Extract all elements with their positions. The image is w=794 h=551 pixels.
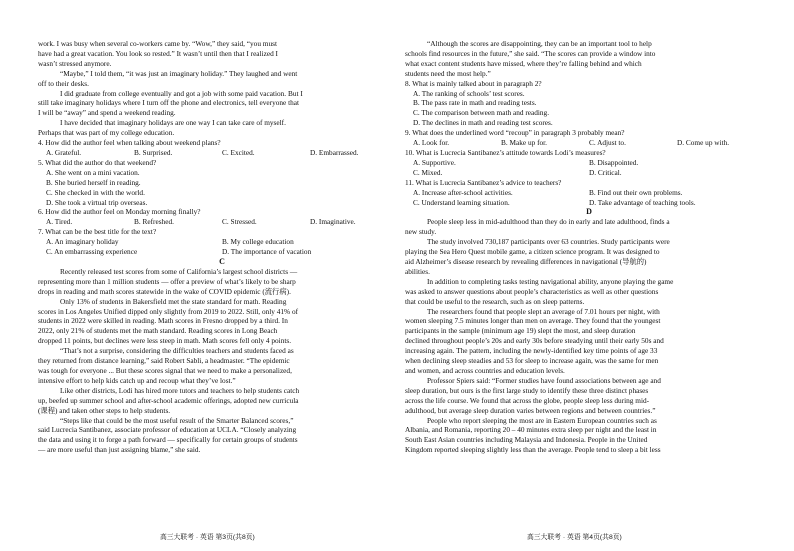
paragraph-line: aid Alzheimer’s disease research by revealing differences in navigational (导航的): [405, 257, 647, 267]
option: C. She checked in with the world.: [46, 187, 145, 197]
paragraph-line: — are more useful than just assigning blame,” she said.: [38, 445, 201, 455]
question-11-options-row2: [405, 198, 773, 208]
paragraph-line: “That’s not a surprise, considering the difficulties teachers and students faced as: [60, 346, 294, 356]
question-8: 8. What is mainly talked about in paragraph 2?: [405, 78, 542, 88]
question-6-options: [38, 217, 406, 227]
question-7: 7. What can be the best title for the text?: [38, 227, 157, 237]
paragraph-line: intensive effort to help kids catch up and recoup what they’ve lost.”: [38, 375, 236, 385]
paragraph-line: Albania, and Romania, reporting 20 – 40 minutes extra sleep per night and the least in: [405, 425, 657, 435]
right-column: [405, 39, 773, 455]
option: C. Mixed.: [413, 167, 443, 177]
option: B. Surprised.: [134, 147, 173, 157]
paragraph-line: sleep duration, but ours is the first large study to identify these three distinct phases: [405, 385, 649, 395]
paragraph-line: People sleep less in mid-adulthood than they do in early and late adulthood, finds a: [427, 217, 670, 227]
left-column: [38, 39, 406, 455]
paragraph-line: drops in reading and math scores statewide in the wake of COVID epidemic (流行病).: [38, 286, 291, 296]
option: B. Find out their own problems.: [589, 187, 683, 197]
option: A. Increase after-school activities.: [413, 187, 513, 197]
paragraph-line: adulthood, but average sleep duration varies between regions and between countries.”: [405, 405, 656, 415]
option: B. Make up for.: [501, 138, 548, 148]
paragraph-line: Only 13% of students in Bakersfield met the state standard for math. Reading: [60, 296, 287, 306]
paragraph-line: declined throughout people’s 20s and early 30s before steadying until their early 50s and: [405, 336, 664, 346]
page-footer-right: 高三大联考 · 英语 第4页(共8页): [527, 534, 622, 541]
paragraph-line: Like other districts, Lodi has hired more tutors and teachers to help students catch: [60, 385, 300, 395]
passage-b-end: [38, 39, 406, 138]
option: D. She took a virtual trip overseas.: [46, 197, 148, 207]
question-5: 5. What did the author do that weekend?: [38, 157, 157, 167]
question-11: 11. What is Lucrecia Santibanez’s advice to teachers?: [405, 177, 562, 187]
paragraph-line: participants in the sample (minimum age 19) slept the most, and sleep duration: [405, 326, 636, 336]
paragraph-line: off to their desks.: [38, 78, 89, 88]
paragraph-line: abilities.: [405, 266, 430, 276]
paragraph-line: “Maybe,” I told them, “it was just an imaginary holiday.” They laughed and went: [60, 68, 298, 78]
paragraph-line: and women, and across countries and education levels.: [405, 366, 565, 375]
option: A. Supportive.: [413, 157, 456, 167]
paragraph-line: wasn’t stressed anymore.: [38, 58, 112, 68]
option: D. Imaginative.: [310, 217, 356, 227]
paragraph-line: 2022, only 21% of students met the math standard. Reading scores in Long Beach: [38, 326, 278, 336]
passage-d: [405, 217, 773, 455]
question-6: 6. How did the author feel on Monday morning finally?: [38, 207, 201, 217]
option: D. The importance of vacation: [222, 247, 312, 257]
option: B. The pass rate in math and reading tests.: [413, 98, 537, 108]
option: A. Grateful.: [46, 147, 82, 157]
paragraph-line: Perhaps that was part of my college education.: [38, 128, 175, 138]
paragraph-line: “Steps like that could be the most useful result of the Smarter Balanced scores,”: [60, 415, 294, 425]
paragraph-line: I have decided that imaginary holidays are one way I can take care of myself.: [60, 118, 286, 128]
paragraph-line: The researchers found that people slept an average of 7.01 hours per night, with: [427, 306, 660, 316]
paragraph-line: have had a great vacation. You look so rested.” It wasn’t until then that I realized I: [38, 48, 278, 58]
paragraph-line: women sleeping 7.5 minutes longer than men on average. They found that the youngest: [405, 316, 661, 326]
option: C. Excited.: [222, 147, 255, 157]
option: B. My college education: [222, 237, 294, 247]
paragraph-line: Professor Spiers said: “Former studies have found associations between age and: [427, 375, 661, 385]
paragraph-line: I did graduate from college eventually and got a job with some paid vacation. But I: [60, 88, 303, 98]
paragraph-line: “Although the scores are disappointing, they can be an important tool to help: [427, 39, 652, 48]
paragraph-line: Recently released test scores from some of California’s largest school districts —: [60, 266, 298, 276]
option: D. Come up with.: [677, 138, 730, 148]
paragraph-line: The study involved 730,187 participants over 63 countries. Study participants were: [427, 237, 670, 247]
paragraph-line: work. I was busy when several co-workers came by. “Wow,” they said, “you must: [38, 39, 277, 48]
paragraph-line: I will be “away” and spend a weekend reading.: [38, 108, 176, 118]
paragraph-line: up, beefed up summer school and after-school academic offerings, adopted new curricula: [38, 395, 299, 405]
paragraph-line: students in 2022 were skilled in reading. Math scores in Fresno dropped by a third. In: [38, 316, 288, 326]
option: C. An embarrassing experience: [46, 247, 138, 257]
paragraph-line: dropped 11 points, but declines were less steep in math. Math scores fell only 4 points.: [38, 336, 292, 346]
paragraph-line: South East Asian countries including Malaysia and Indonesia. People in the United: [405, 435, 648, 445]
paragraph-line: Kingdom reported sleeping slightly less than the average. People tend to sleep a bit less: [405, 445, 661, 455]
paragraph-line: that could be useful to the research, such as on sleep patterns.: [405, 296, 585, 306]
paragraph-line: People who report sleeping the most are in Eastern European countries such as: [427, 415, 657, 425]
option: C. Stressed.: [222, 217, 257, 227]
question-7-options-row1: [38, 237, 406, 247]
option: D. Embarrassed.: [310, 147, 359, 157]
question-9-options: [405, 138, 773, 148]
paragraph-line: In addition to completing tasks testing navigational ability, anyone playing the game: [427, 276, 674, 286]
option: D. Critical.: [589, 167, 622, 177]
paragraph-line: across the life course. We found that across the globe, people sleep less during mid-: [405, 395, 650, 405]
section-heading-c: C: [219, 256, 225, 266]
option: A. The ranking of schools’ test scores.: [413, 88, 525, 98]
paragraph-line: scores in Los Angeles Unified dipped only slightly from 2019 to 2022. Still, only 41% of: [38, 306, 299, 316]
option: C. The comparison between math and reading.: [413, 108, 550, 118]
paragraph-line: (课程) and taken other steps to help students.: [38, 405, 171, 415]
question-10-options-row1: [405, 158, 773, 168]
question-9: 9. What does the underlined word “recoup” in paragraph 3 probably mean?: [405, 128, 625, 138]
paragraph-line: what exact content students have missed, where they’re falling behind and which: [405, 58, 642, 68]
passage-c-end: [405, 39, 773, 79]
paragraph-line: increasing again. The pattern, including the newly-identified key time points of age 33: [405, 346, 658, 356]
page-footer-left: 高三大联考 · 英语 第3页(共8页): [160, 534, 255, 541]
option: A. She went on a mini vacation.: [46, 167, 140, 177]
option: A. An imaginary holiday: [46, 237, 119, 247]
paragraph-line: playing the Sea Hero Quest mobile game, a citizen science program. It was designed to: [405, 247, 660, 257]
paragraph-line: still take imaginary holidays where I turn off the phone and electronics, tell everyone that: [38, 98, 300, 108]
question-4-options: [38, 148, 406, 158]
option: C. Adjust to.: [589, 138, 626, 148]
question-4: 4. How did the author feel when talking about weekend plans?: [38, 138, 221, 148]
paragraph-line: students need the most help.”: [405, 68, 491, 78]
paragraph-line: schools find resources in the future,” she said. “The scores can provide a window into: [405, 48, 656, 58]
option: D. The declines in math and reading test scores.: [413, 118, 553, 128]
paragraph-line: was asked to answer questions about people’s characteristics as well as other questions: [405, 286, 659, 296]
question-7-options-row2: [38, 247, 406, 257]
question-10-options-row2: [405, 168, 773, 178]
paragraph-line: new study.: [405, 227, 437, 237]
option: B. She buried herself in reading.: [46, 177, 141, 187]
paragraph-line: was tough for everyone ... But these scores signal that we need to make a personalized,: [38, 366, 292, 375]
option: A. Tired.: [46, 217, 73, 227]
paragraph-line: they returned from distance learning,” said Robert Sabli, a headmaster. “The epidemic: [38, 356, 290, 366]
paragraph-line: said Lucrecia Santibanez, associate professor of education at UCLA. “Closely analyzing: [38, 425, 297, 435]
question-11-options-row1: [405, 188, 773, 198]
paragraph-line: representing more than 1 million students — offer a preview of what’s likely to be sharp: [38, 276, 296, 286]
option: B. Refreshed.: [134, 217, 174, 227]
option: C. Understand learning situation.: [413, 197, 510, 207]
paragraph-line: when declining sleep steadies and 53 for sleep to increase again, was the same for men: [405, 356, 659, 366]
option: A. Look for.: [413, 138, 450, 148]
passage-c: [38, 267, 406, 455]
question-10: 10. What is Lucrecia Santibanez’s attitude towards Lodi’s measures?: [405, 147, 606, 157]
section-heading-d: D: [586, 207, 592, 217]
option: B. Disappointed.: [589, 157, 639, 167]
paragraph-line: the data and using it to forge a path forward — specifically for certain groups of students: [38, 435, 298, 445]
option: D. Take advantage of teaching tools.: [589, 197, 696, 207]
